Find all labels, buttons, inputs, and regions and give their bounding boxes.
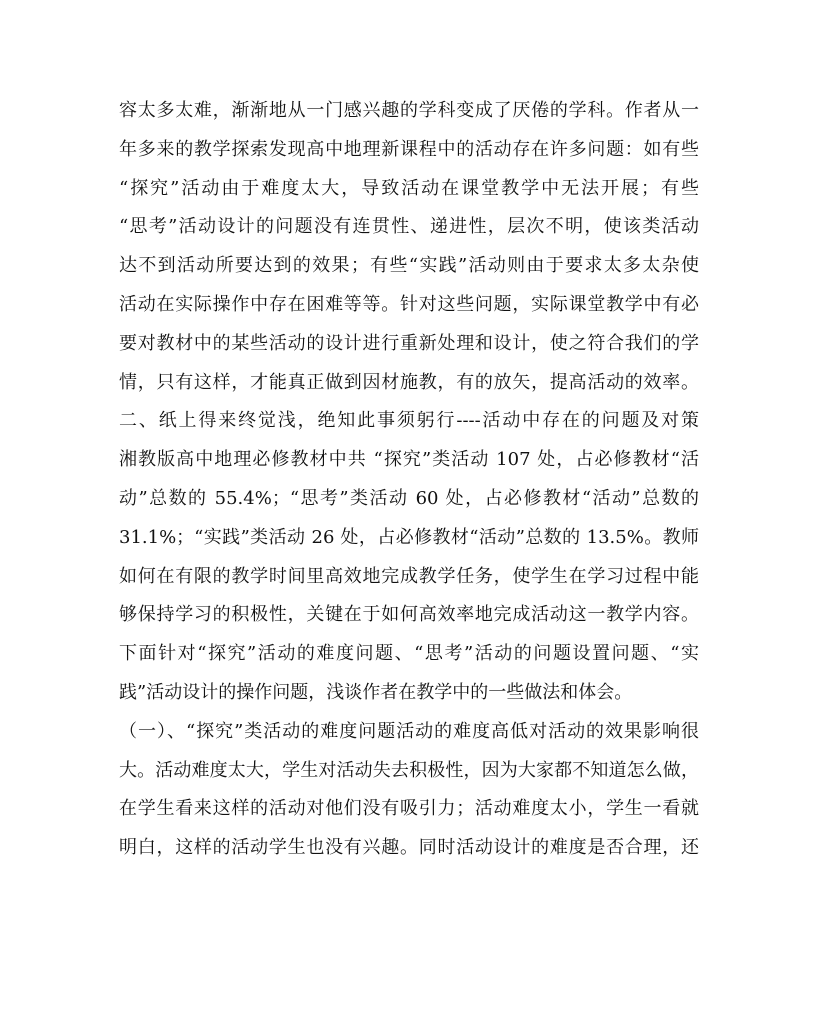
text-line: 够保持学习的积极性，关键在于如何高效率地完成活动这一教学内容。 [119, 604, 699, 626]
text-line: 大。活动难度太大，学生对活动失去积极性，因为大家都不知道怎么做， [119, 759, 699, 781]
subsection-line: （一）、“探究”类活动的难度问题活动的难度高低对活动的效果影响很 [119, 720, 699, 742]
text-line: “思考”活动设计的问题没有连贯性、递进性，层次不明，使该类活动 [119, 216, 699, 238]
text-line: 湘教版高中地理必修教材中共 “探究”类活动 107 处，占必修教材“活 [119, 449, 699, 471]
text-line: 在学生看来这样的活动对他们没有吸引力；活动难度太小，学生一看就 [119, 798, 699, 820]
text-line: 达不到活动所要达到的效果；有些“实践”活动则由于要求太多太杂使 [119, 255, 699, 277]
text-line: 践”活动设计的操作问题，浅谈作者在教学中的一些做法和体会。 [119, 681, 633, 703]
text-line: 如何在有限的教学时间里高效地完成教学任务，使学生在学习过程中能 [119, 565, 699, 587]
text-line: 31.1%；“实践”类活动 26 处，占必修教材“活动”总数的 13.5%。教师 [119, 526, 699, 548]
text-line: 要对教材中的某些活动的设计进行重新处理和设计，使之符合我们的学 [119, 332, 699, 354]
text-line: 情，只有这样，才能真正做到因材施教，有的放矢，提高活动的效率。 [119, 371, 699, 393]
text-line: 活动在实际操作中存在困难等等。针对这些问题，实际课堂教学中有必 [119, 293, 699, 315]
text-line: 明白，这样的活动学生也没有兴趣。同时活动设计的难度是否合理，还 [119, 837, 699, 859]
text-line: 容太多太难，渐渐地从一门感兴趣的学科变成了厌倦的学科。作者从一 [119, 100, 699, 121]
body-text [119, 92, 699, 868]
text-line: 下面针对“探究”活动的难度问题、“思考”活动的问题设置问题、“实 [119, 643, 699, 665]
section-heading: 二、纸上得来终觉浅，绝知此事须躬行----活动中存在的问题及对策 [119, 410, 699, 432]
text-line: 年多来的教学探索发现高中地理新课程中的活动存在许多问题：如有些 [119, 138, 699, 160]
text-line: “探究”活动由于难度太大，导致活动在课堂教学中无法开展；有些 [119, 177, 699, 199]
text-line: 动”总数的 55.4%；“思考”类活动 60 处，占必修教材“活动”总数的 [119, 487, 699, 509]
